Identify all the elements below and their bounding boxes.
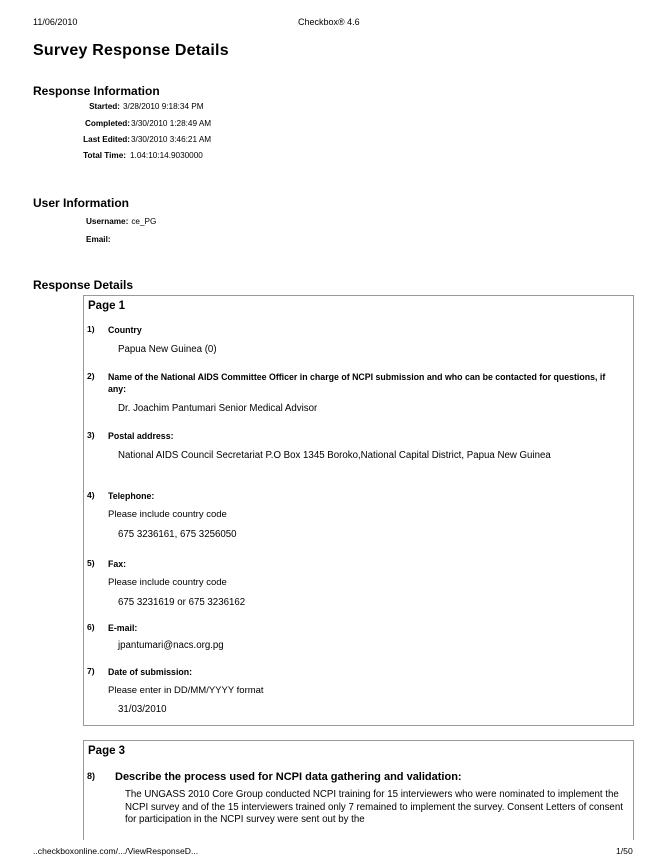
username-row: [86, 217, 156, 226]
question-hint: Please include country code: [108, 509, 227, 520]
email-row: [86, 235, 114, 244]
page-3-panel: [83, 740, 634, 840]
question-text: Describe the process used for NCPI data gathering and validation:: [115, 771, 462, 783]
answer-text: 31/03/2010: [118, 704, 167, 715]
question-number: 7): [87, 666, 95, 676]
completed-row: [83, 119, 211, 128]
answer-text: 675 3231619 or 675 3236162: [118, 597, 246, 608]
email-label: Email:: [86, 235, 111, 244]
answer-text: jpantumari@nacs.org.pg: [118, 640, 224, 651]
answer-text: 675 3236161, 675 3256050: [118, 529, 237, 540]
started-row: [83, 102, 204, 111]
started-label: Started:: [89, 102, 120, 111]
started-value: 3/28/2010 9:18:34 PM: [123, 102, 204, 111]
total-time-row: [83, 151, 203, 160]
question-text: Country: [108, 325, 142, 335]
question-hint: Please include country code: [108, 577, 227, 588]
question-text: Telephone:: [108, 491, 155, 501]
last-edited-label: Last Edited:: [83, 135, 130, 144]
username-label: Username:: [86, 217, 129, 226]
answer-text: Dr. Joachim Pantumari Senior Medical Advisor: [118, 403, 318, 414]
last-edited-value: 3/30/2010 3:46:21 AM: [131, 135, 212, 144]
question-number: 2): [87, 371, 95, 381]
completed-label: Completed:: [84, 119, 130, 128]
question-number: 6): [87, 622, 95, 632]
username-value: ce_PG: [131, 217, 157, 226]
question-hint: Please enter in DD/MM/YYYY format: [108, 685, 264, 696]
completed-value: 3/30/2010 1:28:49 AM: [131, 119, 212, 128]
response-details-heading: Response Details: [33, 278, 134, 292]
question-text: Date of submission:: [108, 667, 193, 677]
question-number: 1): [87, 324, 95, 334]
last-edited-row: [83, 135, 211, 144]
page-1-panel: [83, 295, 634, 726]
response-information-heading: Response Information: [33, 84, 160, 98]
user-information-heading: User Information: [33, 196, 130, 210]
footer-url: ..checkboxonline.com/.../ViewResponseD...: [33, 846, 199, 856]
question-number: 4): [87, 490, 95, 500]
page-number: 1/50: [616, 846, 633, 856]
question-text: Postal address:: [108, 431, 174, 441]
question-text: Fax:: [108, 559, 127, 569]
answer-text: The UNGASS 2010 Core Group conducted NCPI training for 15 interviewers who were nominated to implement the NCPI survey and of the 15 interviewers trained only 7 remained to implement the survey. Consent Letters of consent for participation in the NCPI survey were sent out by the: [125, 789, 623, 825]
answer-text: National AIDS Council Secretariat P.O Box 1345 Boroko,National Capital District, Papua New Guinea: [118, 450, 551, 461]
total-time-label: Total Time:: [83, 151, 126, 160]
page-title: Survey Response Details: [33, 42, 229, 59]
question-number: 5): [87, 558, 95, 568]
app-name: Checkbox® 4.6: [298, 17, 360, 27]
question-number: 3): [87, 430, 95, 440]
print-date: 11/06/2010: [33, 17, 78, 27]
question-text: Name of the National AIDS Committee Officer in charge of NCPI submission and who can be contacted for questions, if any:: [108, 372, 606, 394]
question-number: 8): [87, 771, 96, 781]
page-1-title: Page 1: [88, 300, 126, 312]
total-time-value: 1.04:10:14.9030000: [130, 151, 203, 160]
answer-text: Papua New Guinea (0): [118, 344, 217, 355]
question-text: E-mail:: [108, 623, 138, 633]
page-3-title: Page 3: [88, 745, 126, 757]
